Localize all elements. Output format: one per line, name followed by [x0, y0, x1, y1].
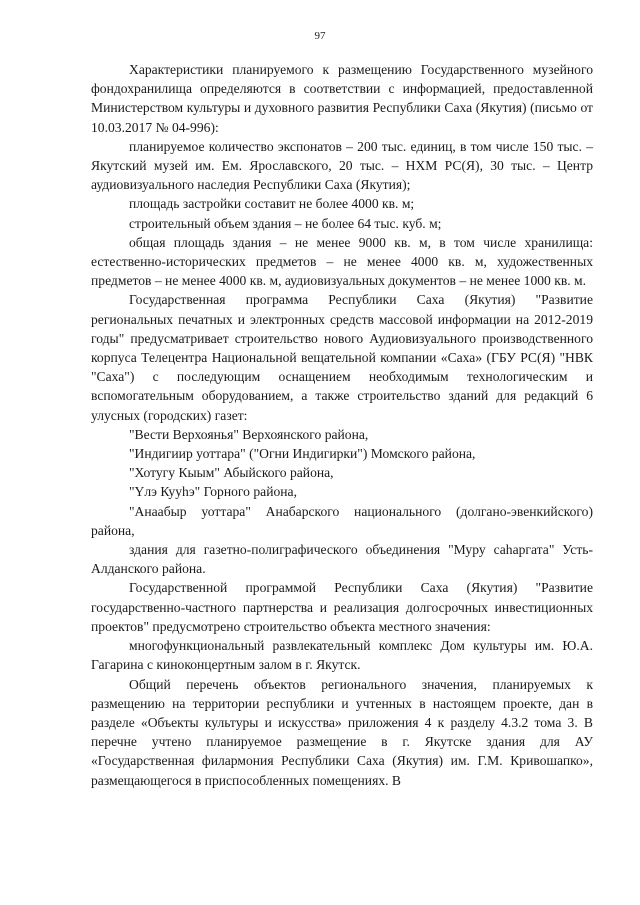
- page-body: [91, 60, 593, 790]
- list-item-newspaper: "Үлэ Кууhэ" Горного района,: [129, 484, 297, 500]
- paragraph-building-volume: строительный объем здания – не более 64 тыс. куб. м;: [129, 215, 442, 231]
- list-item-newspaper: здания для газетно-полиграфического объединения "Муру саhаргата" Усть-Алданского района.: [91, 542, 593, 577]
- list-item-newspaper: "Вести Верхоянья" Верхоянского района,: [129, 426, 369, 442]
- paragraph-media-program: Государственная программа Республики Саха (Якутия) "Развитие региональных печатных и электронных средств массовой информации на 2012-2019 годы" предусматривает строительство нового Аудиовизуального производственного корпуса Телецентра Национальной вещательной компании «Саха» (ГБУ РС(Я) "НВК "Саха") с последующим оснащением необходимым технологическим и вспомогательным оборудованием, а также строительство зданий для редакций 6 улусных (городских) газет:: [91, 292, 593, 423]
- paragraph-museum-storage-intro: Характеристики планируемого к размещению Государственного музейного фондохранилища определяются в соответствии с информацией, предоставленной Министерством культуры и духовного развития Республики Саха (Якутия) (письмо от 10.03.2017 № 04-996):: [91, 62, 593, 135]
- paragraph-total-area: общая площадь здания – не менее 9000 кв. м, в том числе хранилища: естественно-исторических предметов – не менее 4000 кв. м, художественных предметов – не менее 4000 кв. м, аудиовизуальных документов – не менее 1000 кв. м.: [91, 234, 593, 289]
- paragraph-building-footprint: площадь застройки составит не более 4000 кв. м;: [129, 196, 415, 212]
- list-item-newspaper: "Хотугу Кыым" Абыйского района,: [129, 465, 334, 481]
- paragraph-exhibit-count: планируемое количество экспонатов – 200 тыс. единиц, в том числе 150 тыс. – Якутский музей им. Ем. Ярославского, 20 тыс. – НХМ РС(Я), 30 тыс. – Центр аудиовизуального наследия Республики Саха (Якутия);: [91, 138, 593, 193]
- list-item-newspaper: "Анаабыр уоттара" Анабарского национального (долгано-эвенкийского) района,: [91, 503, 593, 538]
- list-item-newspaper: "Индигиир уоттара" ("Огни Индигирки") Момского района,: [129, 446, 476, 462]
- paragraph-regional-objects: Общий перечень объектов регионального значения, планируемых к размещению на территории республики и учтенных в настоящем проекте, дан в разделе «Объекты культуры и искусства» приложения 4 к разделу 4.3.2 тома 3. В перечне учтено планируемое размещение в г. Якутске здания для АУ «Государственная филармония Республики Саха (Якутия) им. Г.М. Кривошапко», размещающегося в приспособленных помещениях. В: [91, 676, 593, 788]
- paragraph-culture-house: многофункциональный развлекательный комплекс Дом культуры им. Ю.А. Гагарина с киноконцертным залом в г. Якутск.: [91, 638, 593, 673]
- page-number: 97: [314, 30, 326, 42]
- paragraph-ppp-program: Государственной программой Республики Саха (Якутия) "Развитие государственно-частного партнерства и реализация долгосрочных инвестиционных проектов" предусмотрено строительство объекта местного значения:: [91, 580, 593, 634]
